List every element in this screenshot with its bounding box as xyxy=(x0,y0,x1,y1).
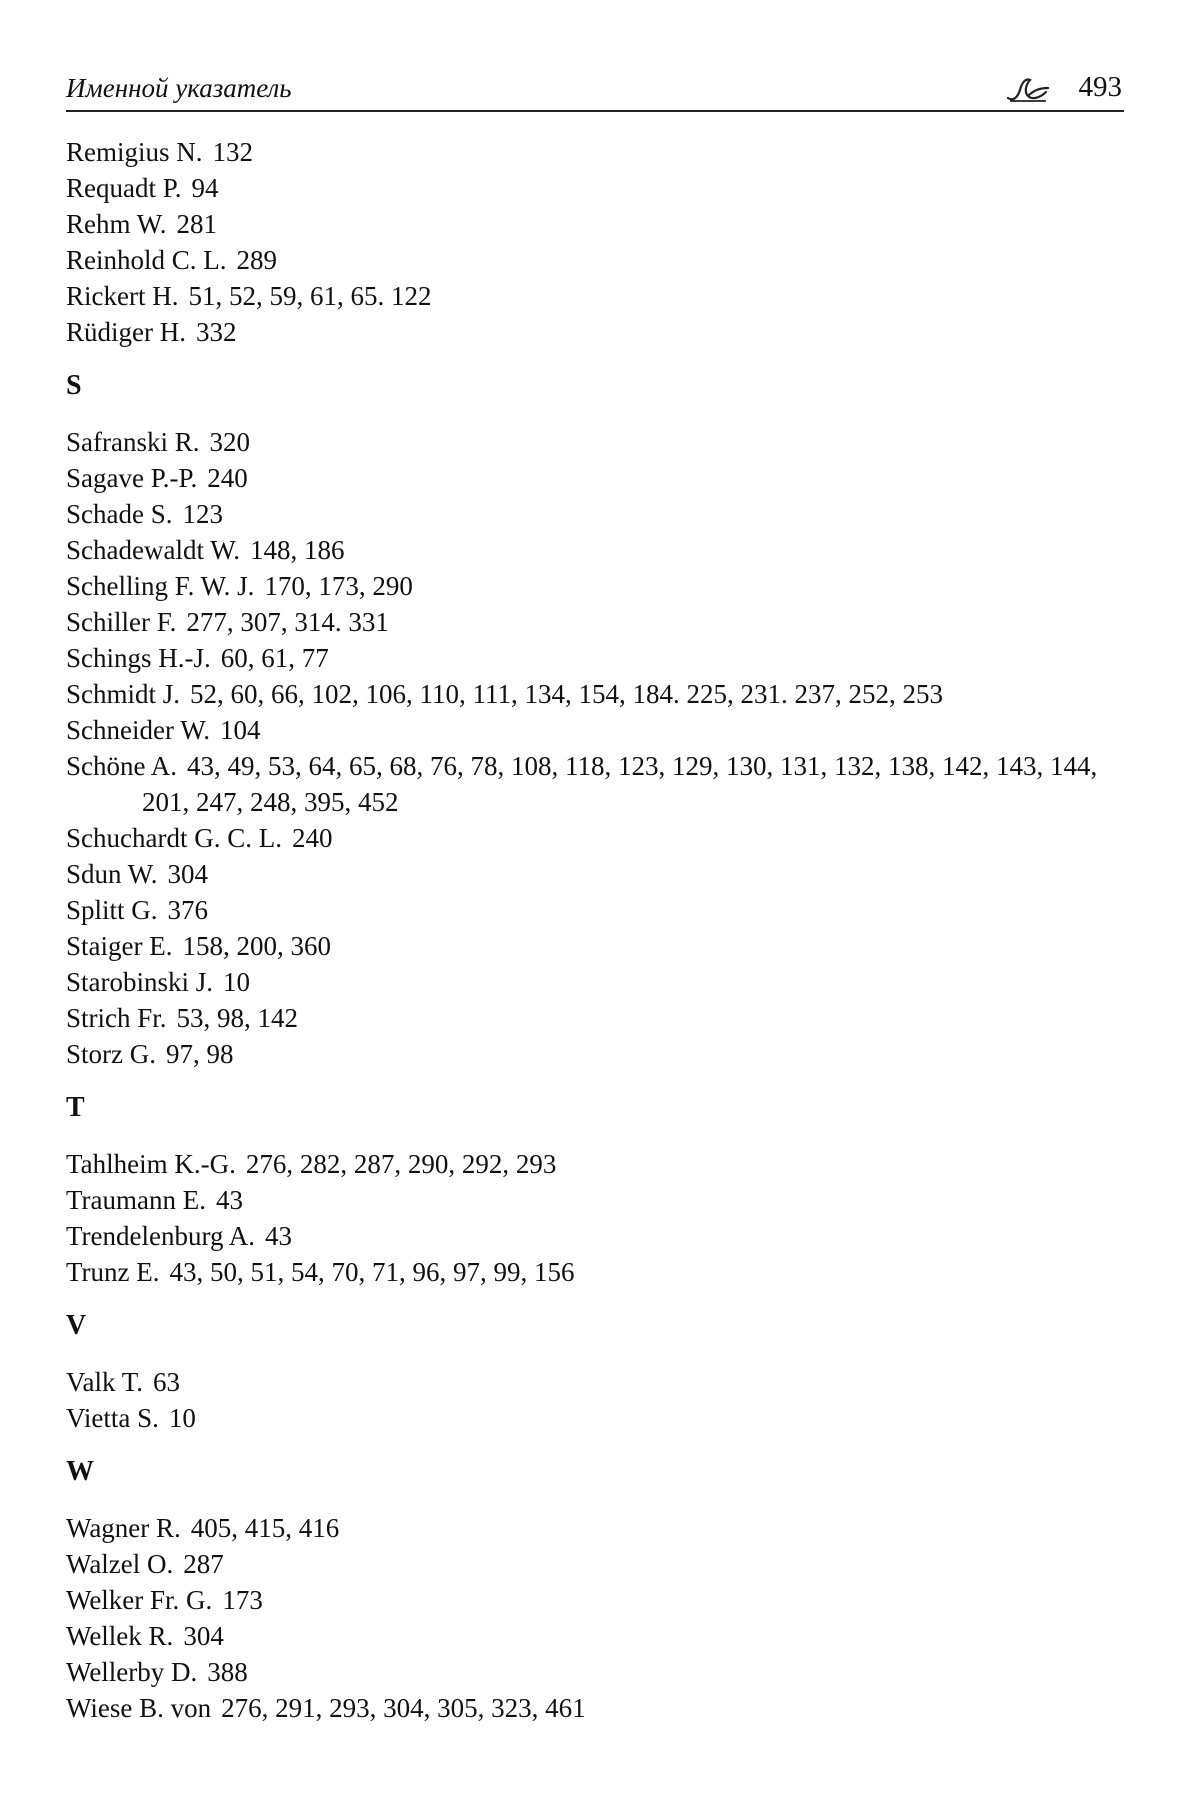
entry-pages: 276, 291, 293, 304, 305, 323, 461 xyxy=(221,1693,586,1723)
entry-name: Schiller F. xyxy=(66,607,177,637)
index-entry xyxy=(66,640,1136,676)
entry-pages: 43, 50, 51, 54, 70, 71, 96, 97, 99, 156 xyxy=(169,1257,575,1287)
index-entry xyxy=(66,496,1136,532)
index-entry xyxy=(66,892,1136,928)
section-letter: W xyxy=(66,1456,94,1487)
entry-pages: 148, 186 xyxy=(249,535,345,565)
entry-pages: 60, 61, 77 xyxy=(220,643,329,673)
index-entry xyxy=(66,278,1136,314)
name-index xyxy=(66,134,1136,1726)
entry-name: Schuchardt G. C. L. xyxy=(66,823,282,853)
entry-name: Schmidt J. xyxy=(66,679,181,709)
index-entry xyxy=(66,1182,1136,1218)
entry-pages: 43 xyxy=(216,1185,243,1215)
index-entry xyxy=(66,1218,1136,1254)
entry-pages: 53, 98, 142 xyxy=(176,1003,299,1033)
index-entry xyxy=(66,242,1136,278)
entry-name: Walzel O. xyxy=(66,1549,174,1579)
header-rule xyxy=(66,110,1124,112)
entry-pages: 158, 200, 360 xyxy=(182,931,331,961)
entry-pages: 52, 60, 66, 102, 106, 110, 111, 134, 154, 184. 225, 231. 237, 252, 253 xyxy=(190,679,944,709)
entry-name: Reinhold C. L. xyxy=(66,245,227,275)
entry-pages: 173 xyxy=(222,1585,263,1615)
entry-pages: 63 xyxy=(153,1367,180,1397)
index-entry xyxy=(66,712,1136,748)
index-entry xyxy=(66,1510,1136,1546)
initial-entries xyxy=(66,134,1136,350)
index-entry xyxy=(66,532,1136,568)
entry-name: Sdun W. xyxy=(66,859,158,889)
index-entry xyxy=(66,1546,1136,1582)
index-section xyxy=(66,368,1136,1072)
entry-name: Wiese B. von xyxy=(66,1693,212,1723)
entry-name: Rehm W. xyxy=(66,209,167,239)
entry-name: Requadt P. xyxy=(66,173,182,203)
entry-pages: 132 xyxy=(212,137,254,167)
section-letter: V xyxy=(66,1310,87,1341)
entry-pages: 376 xyxy=(167,895,209,925)
index-entry xyxy=(66,1618,1136,1654)
index-entry xyxy=(66,1036,1136,1072)
index-entry xyxy=(66,1654,1136,1690)
entry-name: Sagave P.-P. xyxy=(66,463,198,493)
entry-name: Wagner R. xyxy=(66,1513,181,1543)
entry-name: Staiger E. xyxy=(66,931,173,961)
index-entry xyxy=(66,964,1136,1000)
entry-pages: 304 xyxy=(167,859,209,889)
entry-pages: 104 xyxy=(219,715,261,745)
running-head xyxy=(66,68,1122,110)
index-entry xyxy=(66,676,1136,712)
entry-name: Safranski R. xyxy=(66,427,200,457)
index-entry xyxy=(66,1690,1136,1726)
entry-pages: 405, 415, 416 xyxy=(190,1513,340,1543)
entry-name: Storz G. xyxy=(66,1039,156,1069)
index-section xyxy=(66,1308,1136,1436)
section-letter: S xyxy=(66,370,82,401)
entry-pages: 10 xyxy=(168,1403,196,1433)
entry-pages: 94 xyxy=(191,173,219,203)
running-head-title: Именной указатель xyxy=(66,73,292,103)
entry-pages: 388 xyxy=(207,1657,248,1687)
index-entry xyxy=(66,1000,1136,1036)
entry-name: Rickert H. xyxy=(66,281,179,311)
index-entry xyxy=(66,928,1136,964)
index-entry xyxy=(66,748,1136,820)
entry-name: Schadewaldt W. xyxy=(66,535,240,565)
index-entry xyxy=(66,1582,1136,1618)
entry-pages: 332 xyxy=(195,317,237,347)
entry-pages: 240 xyxy=(291,823,333,853)
page-ornament-icon xyxy=(1006,74,1050,104)
entry-pages: 289 xyxy=(236,245,277,275)
entry-pages: 170, 173, 290 xyxy=(264,571,413,601)
entry-pages: 43, 49, 53, 64, 65, 68, 76, 78, 108, 118, 123, 129, 130, 131, 132, 138, 142, 143, 144, 201, 247, 248, 395, 452 xyxy=(142,751,1098,817)
entry-name: Schneider W. xyxy=(66,715,210,745)
entry-pages: 43 xyxy=(265,1221,292,1251)
section-letter: T xyxy=(66,1092,85,1123)
entry-pages: 276, 282, 287, 290, 292, 293 xyxy=(245,1149,557,1179)
index-entry xyxy=(66,1146,1136,1182)
entry-name: Schöne A. xyxy=(66,751,177,781)
entry-pages: 51, 52, 59, 61, 65. 122 xyxy=(188,281,432,311)
entry-pages: 287 xyxy=(183,1549,224,1579)
index-entry xyxy=(66,820,1136,856)
entry-name: Welker Fr. G. xyxy=(66,1585,213,1615)
index-entry xyxy=(66,206,1136,242)
entry-pages: 320 xyxy=(209,427,250,457)
index-entry xyxy=(66,170,1136,206)
index-entry xyxy=(66,856,1136,892)
entry-name: Rüdiger H. xyxy=(66,317,186,347)
entry-pages: 277, 307, 314. 331 xyxy=(186,607,389,637)
index-entry xyxy=(66,1364,1136,1400)
index-section xyxy=(66,1090,1136,1290)
page-number: 493 xyxy=(1078,71,1122,103)
entry-name: Traumann E. xyxy=(66,1185,206,1215)
entry-pages: 240 xyxy=(207,463,248,493)
entry-pages: 304 xyxy=(183,1621,224,1651)
entry-name: Valk T. xyxy=(66,1367,143,1397)
index-section xyxy=(66,1454,1136,1726)
entry-name: Wellek R. xyxy=(66,1621,174,1651)
entry-name: Trunz E. xyxy=(66,1257,160,1287)
entry-name: Schelling F. W. J. xyxy=(66,571,255,601)
entry-pages: 10 xyxy=(223,967,251,997)
entry-name: Splitt G. xyxy=(66,895,158,925)
entry-name: Schade S. xyxy=(66,499,173,529)
index-entry xyxy=(66,460,1136,496)
index-entry xyxy=(66,314,1136,350)
entry-name: Tahlheim K.-G. xyxy=(66,1149,236,1179)
entry-name: Starobinski J. xyxy=(66,967,214,997)
index-entry xyxy=(66,1400,1136,1436)
entry-name: Remigius N. xyxy=(66,137,203,167)
index-sections xyxy=(66,368,1136,1726)
entry-name: Wellerby D. xyxy=(66,1657,198,1687)
entry-name: Schings H.-J. xyxy=(66,643,211,673)
entry-pages: 97, 98 xyxy=(166,1039,234,1069)
entry-name: Vietta S. xyxy=(66,1403,159,1433)
index-entry xyxy=(66,1254,1136,1290)
entry-name: Strich Fr. xyxy=(66,1003,167,1033)
index-entry xyxy=(66,424,1136,460)
index-entry xyxy=(66,604,1136,640)
index-entry xyxy=(66,134,1136,170)
entry-pages: 281 xyxy=(176,209,218,239)
entry-name: Trendelenburg A. xyxy=(66,1221,255,1251)
index-entry xyxy=(66,568,1136,604)
entry-pages: 123 xyxy=(182,499,223,529)
